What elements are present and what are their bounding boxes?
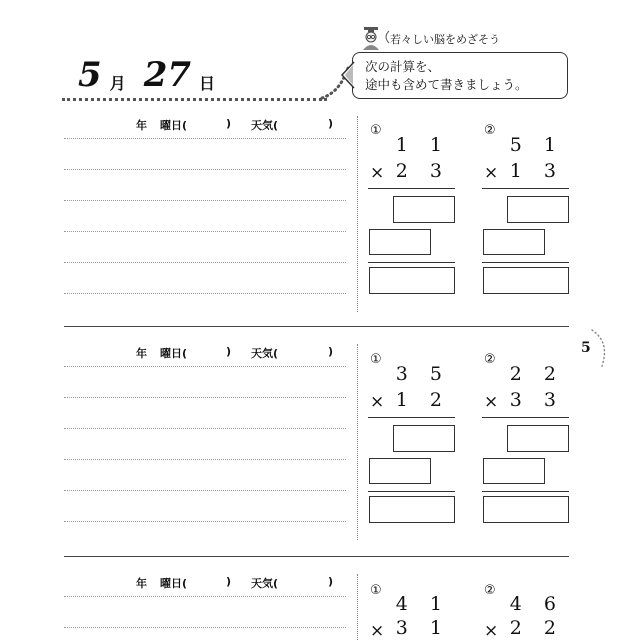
weather-label: 天気( (251, 119, 279, 132)
partial-product-1-box[interactable] (393, 196, 455, 223)
diary-header (136, 117, 336, 133)
times-sign: × (484, 163, 499, 183)
writing-line[interactable] (64, 490, 346, 491)
multiplier: 2 2 (509, 617, 564, 639)
problem-label: ① (370, 583, 382, 598)
times-sign: × (370, 163, 385, 183)
calc-line (482, 491, 569, 492)
writing-line[interactable] (64, 428, 346, 429)
date-heading (78, 55, 216, 95)
weekday-close: ) (226, 117, 232, 130)
weather-close: ) (328, 575, 334, 588)
problem-label: ② (484, 352, 496, 367)
date-day: 27 (143, 55, 192, 95)
multiplier: 1 3 (509, 160, 564, 182)
vertical-divider (357, 116, 358, 312)
times-sign: × (484, 392, 499, 412)
writing-line[interactable] (64, 366, 346, 367)
calc-line (368, 417, 455, 418)
problem-label: ① (370, 123, 382, 138)
section-divider (64, 326, 569, 327)
calc-line (482, 417, 569, 418)
weather-close: ) (328, 117, 334, 130)
writing-line[interactable] (64, 596, 346, 597)
partial-product-2-box[interactable] (483, 229, 545, 255)
partial-product-2-box[interactable] (369, 458, 431, 484)
date-month-unit: 月 (109, 74, 126, 93)
calc-line (482, 188, 569, 189)
weekday-label: 曜日( (160, 119, 188, 132)
multiplicand: 2 2 (509, 363, 564, 385)
writing-line[interactable] (64, 262, 346, 263)
writing-line[interactable] (64, 200, 346, 201)
multiplier: 2 3 (395, 160, 450, 182)
weather-close: ) (328, 345, 334, 358)
page-tab-number: 5 (581, 340, 591, 356)
balloon-pointer (340, 60, 356, 90)
weekday-label: 曜日( (160, 347, 188, 360)
partial-product-1-box[interactable] (393, 425, 455, 452)
page-tab-dotted-curve (590, 328, 614, 368)
writing-line[interactable] (64, 627, 346, 628)
tagline: 若々しい脳をめざそう (390, 33, 500, 46)
diary-header (136, 575, 336, 591)
multiplicand: 3 5 (395, 363, 450, 385)
weather-label: 天気( (251, 347, 279, 360)
writing-line[interactable] (64, 231, 346, 232)
weekday-close: ) (226, 345, 232, 358)
multiplier: 3 3 (509, 389, 564, 411)
year-label: 年 (136, 577, 147, 590)
answer-box[interactable] (483, 267, 569, 294)
professor-mascot-icon (360, 26, 382, 50)
speech-mark-icon (382, 30, 390, 44)
weekday-close: ) (226, 575, 232, 588)
section-divider (64, 556, 569, 557)
calc-line (368, 262, 455, 263)
problem-label: ① (370, 352, 382, 367)
partial-product-1-box[interactable] (507, 425, 569, 452)
instruction-line-1: 次の計算を、 (365, 59, 441, 74)
instruction-line-2: 途中も含めて書きましょう。 (365, 77, 528, 92)
multiplier: 1 2 (395, 389, 450, 411)
writing-line[interactable] (64, 138, 346, 139)
times-sign: × (370, 392, 385, 412)
answer-box[interactable] (369, 267, 455, 294)
writing-line[interactable] (64, 169, 346, 170)
partial-product-2-box[interactable] (483, 458, 545, 484)
vertical-divider (357, 574, 358, 640)
date-day-unit: 日 (199, 74, 216, 93)
calc-line (368, 491, 455, 492)
multiplicand: 5 1 (509, 134, 564, 156)
year-label: 年 (136, 119, 147, 132)
calc-line (482, 262, 569, 263)
calc-line (368, 188, 455, 189)
date-month: 5 (78, 55, 102, 95)
writing-line[interactable] (64, 397, 346, 398)
instruction-balloon (352, 52, 568, 99)
writing-line[interactable] (64, 521, 346, 522)
writing-line[interactable] (64, 293, 346, 294)
writing-line[interactable] (64, 459, 346, 460)
answer-box[interactable] (483, 496, 569, 523)
multiplicand: 1 1 (395, 134, 450, 156)
weather-label: 天気( (251, 577, 279, 590)
times-sign: × (370, 621, 385, 641)
diary-header (136, 345, 336, 361)
problem-label: ② (484, 123, 496, 138)
answer-box[interactable] (369, 496, 455, 523)
problem-label: ② (484, 583, 496, 598)
times-sign: × (484, 621, 499, 641)
weekday-label: 曜日( (160, 577, 188, 590)
partial-product-2-box[interactable] (369, 229, 431, 255)
year-label: 年 (136, 347, 147, 360)
multiplicand: 4 1 (395, 593, 450, 615)
vertical-divider (357, 344, 358, 540)
multiplicand: 4 6 (509, 593, 564, 615)
multiplier: 3 1 (395, 617, 450, 639)
partial-product-1-box[interactable] (507, 196, 569, 223)
header-dotted-divider (62, 98, 327, 101)
